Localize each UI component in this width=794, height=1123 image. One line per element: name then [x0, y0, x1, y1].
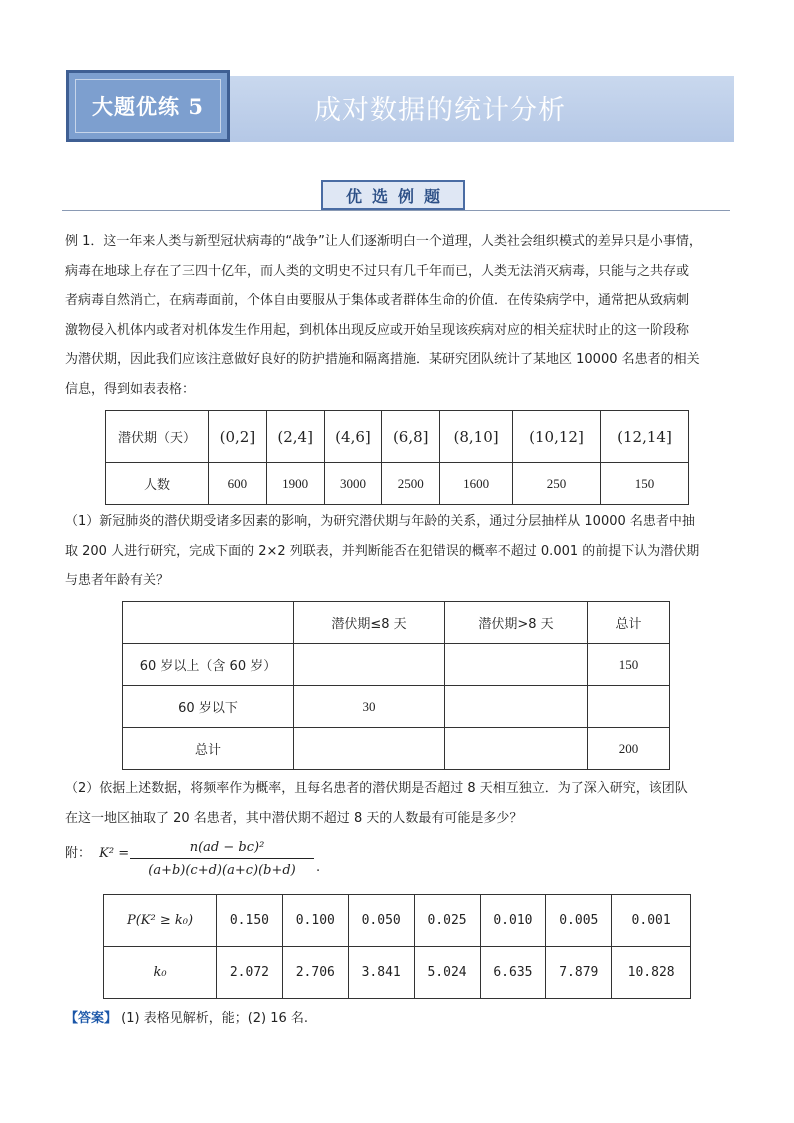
q2-line: 在这一地区抽取了 20 名患者，其中潜伏期不超过 8 天的人数最有可能是多少？ [65, 810, 523, 826]
k-value-cell: 6.635 [480, 947, 546, 999]
formula-denominator: (a+b)(c+d)(a+c)(b+d) [148, 863, 296, 878]
ct-cell [445, 728, 588, 770]
ct-cell: 60 岁以上（含 60 岁） [123, 644, 294, 686]
table1-row1-label: 潜伏期（天） [106, 411, 209, 463]
intro-line: 激物侵入机体内或者对机体发生作用起，到机体出现反应或开始呈现该疾病对应的相关症状时止的这一阶段称 [65, 322, 690, 338]
ct-header: 总计 [588, 602, 670, 644]
formula-prefix-row [65, 842, 129, 861]
k-value-cell: 7.879 [546, 947, 612, 999]
interval-cell: (2,4] [266, 411, 324, 463]
count-cell: 250 [513, 463, 601, 505]
q2-line: （2）依据上述数据，将频率作为概率，且每名患者的潜伏期是否超过 8 天相互独立．为了深入研究，该团队 [65, 781, 688, 796]
p-value-cell: 0.005 [546, 895, 612, 947]
ct-cell: 200 [588, 728, 670, 770]
formula-numerator: n(ad − bc)² [130, 840, 314, 859]
page-title: 成对数据的统计分析 [314, 95, 566, 126]
k-value-cell: 5.024 [414, 947, 480, 999]
p-value-cell: 0.025 [414, 895, 480, 947]
intro-line: 为潜伏期，因此我们应该注意做好良好的防护措施和隔离措施．某研究团队统计了某地区 10000 名患者的相关 [65, 352, 700, 368]
critical-value-table [103, 894, 691, 999]
ct-header: 潜伏期>8 天 [445, 602, 588, 644]
q1-line: 与患者年龄有关？ [65, 573, 170, 589]
ct-header: 潜伏期≤8 天 [294, 602, 445, 644]
interval-cell: (0,2] [209, 411, 267, 463]
header-banner [66, 70, 734, 144]
q1-line: 取 200 人进行研究，完成下面的 2×2 列联表，并判断能否在犯错误的概率不超过 0.001 的前提下认为潜伏期 [65, 543, 700, 559]
section-label: 优选例题 [345, 186, 450, 206]
ct-cell: 150 [588, 644, 670, 686]
ct-cell [588, 686, 670, 728]
interval-cell: (4,6] [324, 411, 382, 463]
answer-line [65, 1007, 308, 1026]
q1-line: （1）新冠肺炎的潜伏期受诸多因素的影响，为研究潜伏期与年龄的关系，通过分层抽样从 10000 名患者中抽 [65, 514, 695, 529]
p-value-cell: 0.050 [348, 895, 414, 947]
ct-header [123, 602, 294, 644]
table3-row1-label: P(K² ≥ k₀) [104, 895, 217, 947]
formula-prefix: 附： [65, 846, 92, 861]
p-value-cell: 0.150 [217, 895, 283, 947]
banner-tag-box [66, 70, 230, 142]
count-cell: 1600 [440, 463, 513, 505]
interval-cell: (12,14] [600, 411, 688, 463]
ct-cell [445, 644, 588, 686]
problem-intro [65, 227, 735, 405]
answer-text: (1) 表格见解析，能；(2) 16 名. [121, 1011, 309, 1026]
intro-line: 者病毒自然消亡，在病毒面前，个体自由要服从于集体或者群体生命的价值．在传染病学中，通常把从致病刺 [65, 293, 690, 309]
question-2 [65, 774, 735, 833]
intro-line: 信息，得到如表表格： [65, 381, 196, 397]
count-cell: 600 [209, 463, 267, 505]
incubation-table [105, 410, 689, 505]
p-value-cell: 0.010 [480, 895, 546, 947]
answer-label: 【答案】 [65, 1011, 118, 1026]
ct-cell [445, 686, 588, 728]
section-heading [313, 180, 473, 212]
count-cell: 2500 [382, 463, 440, 505]
interval-cell: (10,12] [513, 411, 601, 463]
table3-row2-label: k₀ [104, 947, 217, 999]
formula-suffix: . [316, 860, 321, 875]
table1-row2-label: 人数 [106, 463, 209, 505]
p-value-cell: 0.001 [612, 895, 691, 947]
ct-cell: 60 岁以下 [123, 686, 294, 728]
formula-lhs: K² = [99, 846, 130, 861]
interval-cell: (8,10] [440, 411, 513, 463]
header-tag: 大题优练 5 [92, 94, 204, 119]
interval-cell: (6,8] [382, 411, 440, 463]
k-value-cell: 2.706 [282, 947, 348, 999]
p-value-cell: 0.100 [282, 895, 348, 947]
question-1 [65, 507, 735, 596]
intro-line: 例 1．这一年来人类与新型冠状病毒的“战争”让人们逐渐明白一个道理，人类社会组织模式的差异只是小事情， [65, 234, 702, 249]
count-cell: 1900 [266, 463, 324, 505]
formula-fraction [130, 840, 314, 878]
ct-cell: 总计 [123, 728, 294, 770]
ct-cell [294, 644, 445, 686]
count-cell: 3000 [324, 463, 382, 505]
ct-cell: 30 [294, 686, 445, 728]
intro-line: 病毒在地球上存在了三四十亿年，而人类的文明史不过只有几千年而已，人类无法消灭病毒，只能与之共存或 [65, 263, 690, 279]
k-value-cell: 10.828 [612, 947, 691, 999]
count-cell: 150 [600, 463, 688, 505]
ct-cell [294, 728, 445, 770]
k-value-cell: 2.072 [217, 947, 283, 999]
contingency-table [122, 601, 670, 770]
k-value-cell: 3.841 [348, 947, 414, 999]
